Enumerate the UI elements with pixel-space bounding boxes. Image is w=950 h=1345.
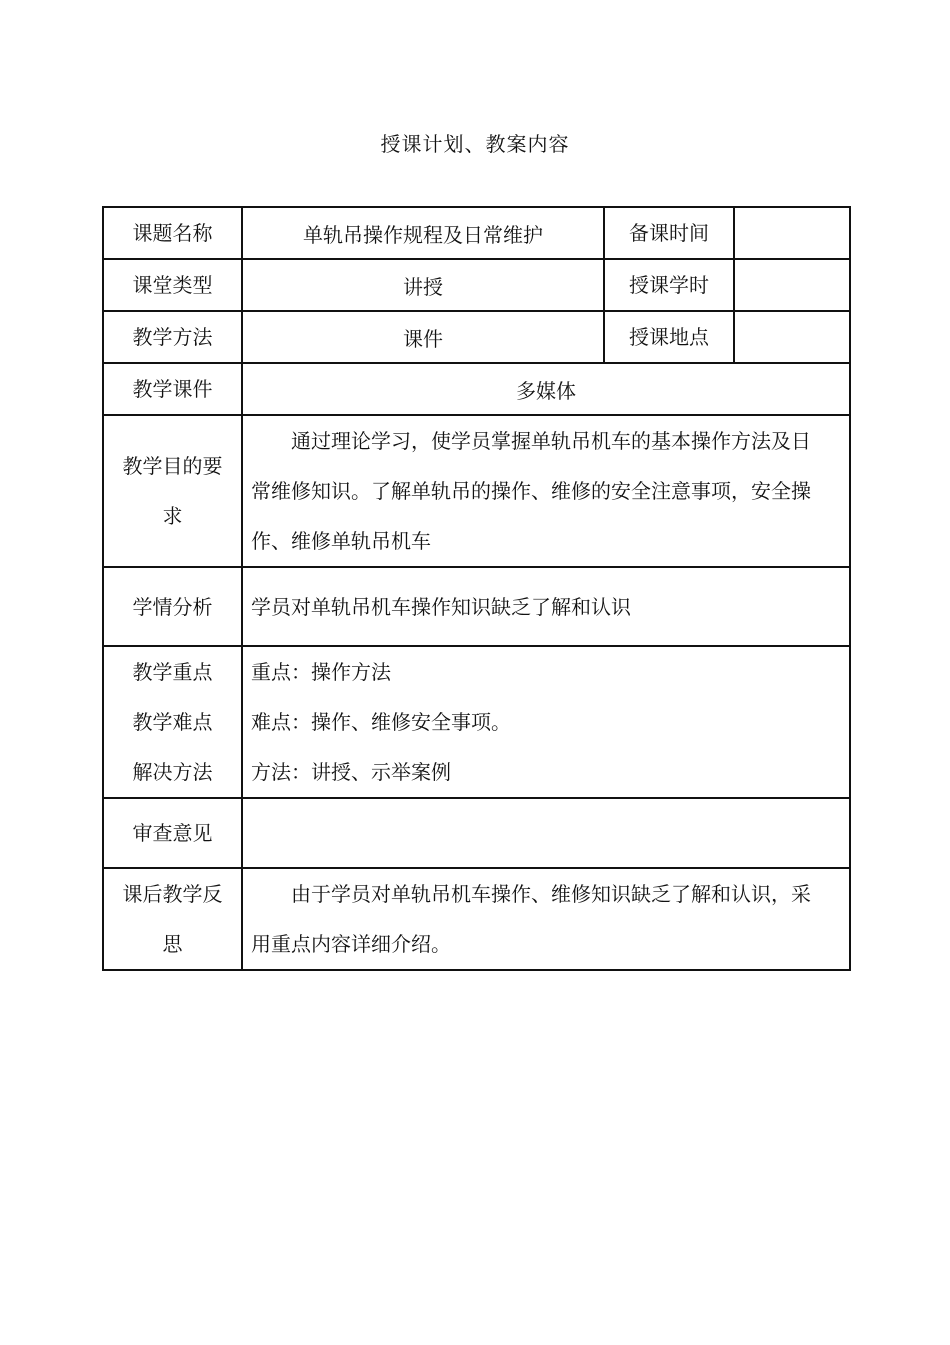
table-row	[103, 259, 850, 311]
prep-time-value	[734, 207, 850, 259]
hours-label: 授课学时	[604, 259, 734, 311]
difficulty-label: 教学难点	[132, 710, 213, 734]
objectives-label	[103, 415, 242, 567]
key-label: 教学重点	[132, 660, 213, 684]
class-type-label: 课堂类型	[103, 259, 242, 311]
location-label: 授课地点	[604, 311, 734, 363]
reflection-text: 由于学员对单轨吊机车操作、维修知识缺乏了解和认识，采用重点内容详细介绍。	[242, 868, 850, 970]
analysis-text: 学员对单轨吊机车操作知识缺乏了解和认识	[242, 567, 850, 646]
reflection-label	[103, 868, 242, 970]
table-row	[103, 207, 850, 259]
review-label: 审查意见	[103, 798, 242, 868]
table-row	[103, 646, 850, 798]
table-row	[103, 798, 850, 868]
table-row	[103, 868, 850, 970]
key-text: 重点：操作方法	[251, 660, 391, 684]
key-points-text	[242, 646, 850, 798]
table-row	[103, 415, 850, 567]
key-points-labels	[103, 646, 242, 798]
table-row	[103, 567, 850, 646]
reflection-label-line: 思	[162, 932, 183, 956]
hours-value	[734, 259, 850, 311]
objectives-label-line: 求	[162, 504, 183, 528]
courseware-value: 多媒体	[242, 363, 850, 415]
objectives-label-line: 教学目的要	[122, 454, 223, 478]
courseware-label: 教学课件	[103, 363, 242, 415]
objectives-text: 通过理论学习，使学员掌握单轨吊机车的基本操作方法及日常维修知识。了解单轨吊的操作、维修的安全注意事项，安全操作、维修单轨吊机车	[242, 415, 850, 567]
solution-label: 解决方法	[132, 760, 213, 784]
prep-time-label: 备课时间	[604, 207, 734, 259]
location-value	[734, 311, 850, 363]
analysis-label: 学情分析	[103, 567, 242, 646]
review-text	[242, 798, 850, 868]
method-value: 课件	[242, 311, 604, 363]
table-row	[103, 311, 850, 363]
lesson-plan-table	[102, 206, 851, 971]
table-row	[103, 363, 850, 415]
reflection-label-line: 课后教学反	[122, 882, 223, 906]
topic-value: 单轨吊操作规程及日常维护	[242, 207, 604, 259]
solution-text: 方法：讲授、示举案例	[251, 760, 451, 784]
difficulty-text: 难点：操作、维修安全事项。	[251, 710, 511, 734]
page-title: 授课计划、教案内容	[380, 132, 570, 156]
topic-label: 课题名称	[103, 207, 242, 259]
class-type-value: 讲授	[242, 259, 604, 311]
method-label: 教学方法	[103, 311, 242, 363]
